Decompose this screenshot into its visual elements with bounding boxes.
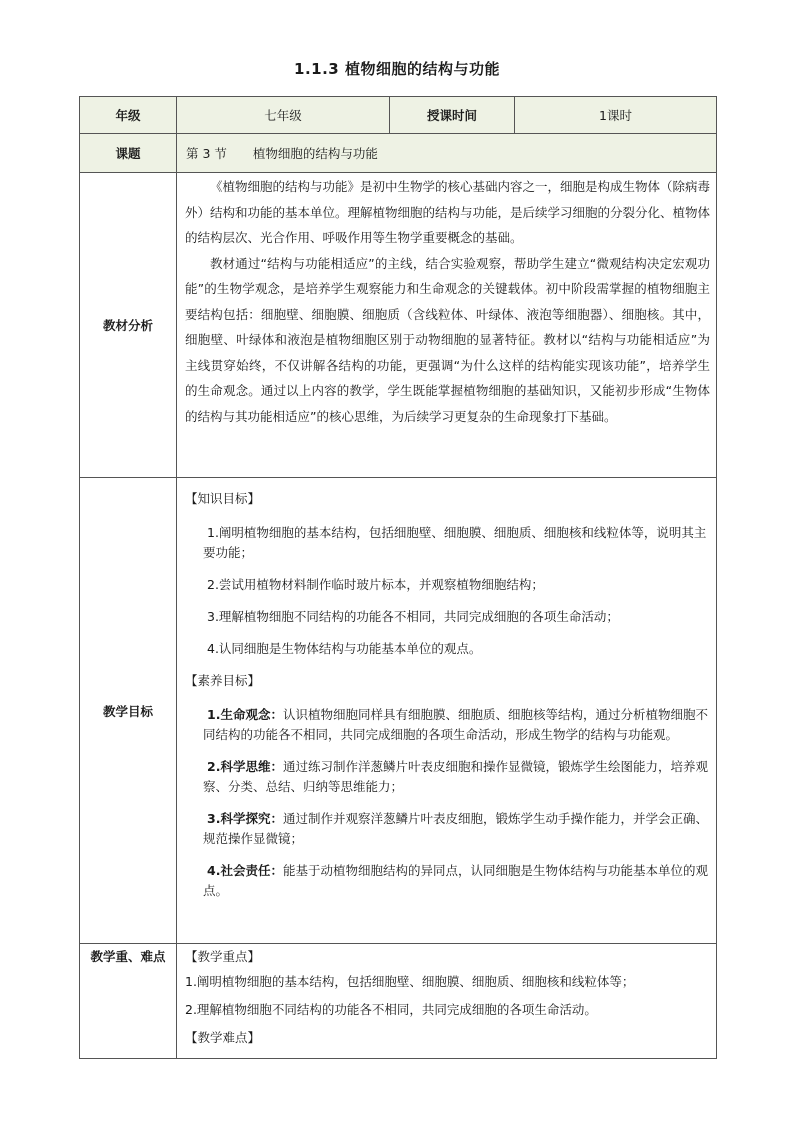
literacy-goal-lead: 3.科学探究： <box>207 811 283 826</box>
teaching-focus-item: 1.阐明植物细胞的基本结构，包括细胞壁、细胞膜、细胞质、细胞核和线粒体等； <box>185 974 635 989</box>
analysis-paragraph-1: 《植物细胞的结构与功能》是初中生物学的核心基础内容之一，细胞是构成生物体（除病毒外）结构和功能的基本单位。理解植物细胞的结构与功能，是后续学习细胞的分裂分化、植物体的结构层次、光合作用、呼吸作用等生物学重要概念的基础。 <box>185 179 711 245</box>
knowledge-goal-item: 1.阐明植物细胞的基本结构，包括细胞壁、细胞膜、细胞质、细胞核和线粒体等，说明其主要功能； <box>203 525 707 560</box>
textbook-analysis-row <box>80 173 717 478</box>
topic-name: 植物细胞的结构与功能 <box>252 146 378 161</box>
document-title: 1.1.3 植物细胞的结构与功能 <box>294 60 500 78</box>
literacy-goal-item <box>185 809 710 849</box>
teaching-difficulty-heading: 【教学难点】 <box>185 1030 261 1045</box>
topic-row <box>80 134 717 173</box>
literacy-goals-heading: 【素养目标】 <box>185 673 261 688</box>
knowledge-goals-heading: 【知识目标】 <box>185 491 261 506</box>
teaching-focus-heading: 【教学重点】 <box>185 949 261 964</box>
knowledge-goal-item: 3.理解植物细胞不同结构的功能各不相同，共同完成细胞的各项生命活动； <box>207 609 619 624</box>
key-points-label: 教学重、难点 <box>80 944 177 1059</box>
teaching-focus-item: 2.理解植物细胞不同结构的功能各不相同，共同完成细胞的各项生命活动。 <box>185 1002 597 1017</box>
knowledge-goal-item: 2.尝试用植物材料制作临时玻片标本，并观察植物细胞结构； <box>207 577 544 592</box>
topic-value <box>177 134 717 173</box>
time-label: 授课时间 <box>390 97 515 134</box>
literacy-goal-text: 通过练习制作洋葱鳞片叶表皮细胞和操作显微镜，锻炼学生绘图能力，培养观察、分类、总结、归纳等思维能力； <box>203 759 708 794</box>
textbook-analysis-content <box>177 173 717 478</box>
textbook-analysis-label: 教材分析 <box>80 173 177 478</box>
time-value: 1课时 <box>515 97 717 134</box>
teaching-goals-label: 教学目标 <box>80 478 177 944</box>
literacy-goal-item <box>185 705 710 745</box>
literacy-goal-lead: 4.社会责任： <box>207 863 283 878</box>
key-points-row <box>80 944 717 1059</box>
teaching-goals-content <box>177 478 717 944</box>
literacy-goal-text: 通过制作并观察洋葱鳞片叶表皮细胞，锻炼学生动手操作能力，并学会正确、规范操作显微镜； <box>203 811 708 846</box>
literacy-goal-item <box>185 757 710 797</box>
literacy-goal-item <box>185 861 710 901</box>
teaching-goals-row <box>80 478 717 944</box>
literacy-goal-text: 认识植物细胞同样具有细胞膜、细胞质、细胞核等结构，通过分析植物细胞不同结构的功能各不相同，共同完成细胞的各项生命活动，形成生物学的结构与功能观。 <box>203 707 708 742</box>
literacy-goal-text: 能基于动植物细胞结构的异同点，认同细胞是生物体结构与功能基本单位的观点。 <box>203 863 708 898</box>
analysis-paragraph-2: 教材通过“结构与功能相适应”的主线，结合实验观察，帮助学生建立“微观结构决定宏观功能”的生物学观念，是培养学生观察能力和生命观念的关键载体。初中阶段需掌握的植物细胞主要结构包括：细胞壁、细胞膜、细胞质（含线粒体、叶绿体、液泡等细胞器）、细胞核。其中，细胞壁、叶绿体和液泡是植物细胞区别于动物细胞的显著特征。教材以“结构与功能相适应”为主线贯穿始终，不仅讲解各结构的功能，更强调“为什么这样的结构能实现该功能”，培养学生的生命观念。通过以上内容的教学，学生既能掌握植物细胞的基础知识，又能初步形成“生物体的结构与其功能相适应”的核心思维，为后续学习更复杂的生命现象打下基础。 <box>185 255 710 424</box>
topic-section: 第 3 节 <box>186 146 227 161</box>
literacy-goal-lead: 2.科学思维： <box>207 759 283 774</box>
grade-value: 七年级 <box>177 97 390 134</box>
knowledge-goal-item: 4.认同细胞是生物体结构与功能基本单位的观点。 <box>207 641 482 656</box>
grade-row <box>80 97 717 134</box>
lesson-plan-table <box>79 96 717 1059</box>
topic-label: 课题 <box>80 134 177 173</box>
grade-label: 年级 <box>80 97 177 134</box>
key-points-content <box>177 944 717 1059</box>
literacy-goal-lead: 1.生命观念： <box>207 707 283 722</box>
